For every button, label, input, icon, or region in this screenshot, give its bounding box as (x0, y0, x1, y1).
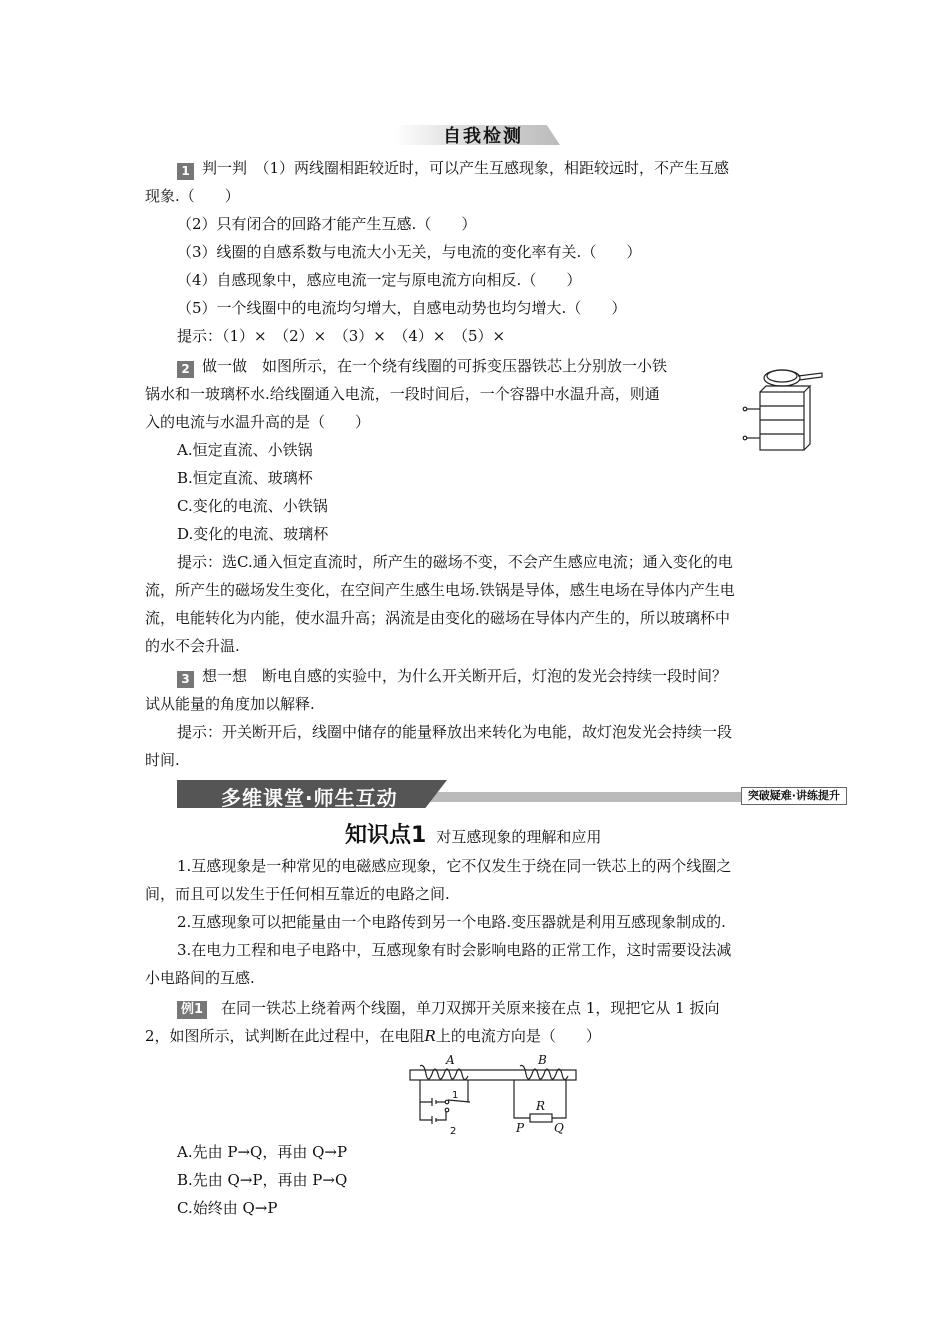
q2-option-a: A.恒定直流、小铁锅 (177, 441, 313, 459)
q1-item-5: （5）一个线圈中的电流均匀增大，自感电动势也均匀增大.（ ） (177, 299, 627, 317)
resistor (530, 1114, 552, 1122)
q2-number: 2 (177, 361, 194, 378)
q2-option-b: B.恒定直流、玻璃杯 (177, 469, 313, 487)
section-title-self-check (395, 122, 565, 148)
banner-tag: 突破疑难·讲练提升 (741, 787, 847, 805)
q3-text1: 想一想 断电自感的实验中，为什么开关断开后，灯泡的发光会持续一段时间？ (202, 667, 728, 685)
label-a: A (446, 1054, 455, 1067)
banner-title: 多维课堂·师生互动 (221, 786, 398, 810)
q3-line1 (177, 666, 727, 688)
section-title-text: 自我检测 (443, 126, 523, 147)
q1-item-4: （4）自感现象中，感应电流一定与原电流方向相反.（ ） (177, 271, 582, 289)
q2-hint-2: 流，所产生的磁场发生变化，在空间产生感生电场.铁锅是导体，感生电场在导体内产生电 (145, 581, 735, 599)
label-r: R (536, 1099, 546, 1113)
q2-line2: 锅水和一玻璃杯水.给线圈通入电流，一段时间后，一个容器中水温升高，则通 (145, 385, 660, 403)
example-option-a: A.先由 P→Q，再由 Q→P (177, 1143, 348, 1161)
label-b: B (538, 1054, 547, 1067)
q1-text1: 判一判 （1）两线圈相距较近时，可以产生互感现象，相距较远时，不产生互感 (202, 159, 730, 177)
q2-line3: 入的电流与水温升高的是（ ） (145, 413, 371, 431)
example-text1: 在同一铁芯上绕着两个线圈，单刀双掷开关原来接在点 1，现把它从 1 扳向 (221, 999, 720, 1017)
example-option-c: C.始终由 Q→P (177, 1199, 278, 1217)
section-banner (177, 780, 847, 808)
knowledge-point-title: 知识点1 (345, 823, 427, 848)
label-p: P (516, 1121, 525, 1135)
example-line2 (145, 1026, 601, 1046)
q1-number: 1 (177, 163, 194, 180)
wire-b-right (552, 1080, 566, 1118)
q2-hint-3: 流，电能转化为内能，使水温升高；涡流是由变化的磁场在导体内产生的，所以玻璃杯中 (145, 609, 731, 627)
q2-hint-4: 的水不会升温. (145, 637, 240, 655)
knowledge-point-heading (345, 818, 601, 849)
example-option-b: B.先由 Q→P，再由 P→Q (177, 1171, 348, 1189)
q3-line2: 试从能量的角度加以解释. (145, 695, 315, 713)
kp-para2: 2.互感现象可以把能量由一个电路传到另一个电路.变压器就是利用互感现象制成的. (177, 913, 726, 931)
label-switch-1: 1 (452, 1090, 459, 1101)
kp-para1-a: 1.互感现象是一种常见的电磁感应现象，它不仅发生于绕在同一铁芯上的两个线圈之 (177, 857, 732, 875)
wire-a-left (420, 1080, 432, 1102)
coil-b (520, 1065, 568, 1079)
pan-handle (798, 373, 822, 380)
kp-para1-b: 间，而且可以发生于任何相互靠近的电路之间. (145, 885, 450, 903)
q2-text1: 做一做 如图所示，在一个绕有线圈的可拆变压器铁芯上分别放一小铁 (202, 357, 668, 375)
example-text2b: 上的电流方向是（ ） (435, 1027, 601, 1045)
example-label: 例1 (177, 1001, 207, 1019)
q1-line1 (177, 158, 729, 180)
kp-para3-b: 小电路间的互感. (145, 969, 255, 987)
pan-rim (767, 370, 797, 382)
iron-core (760, 392, 804, 450)
wire-b-left (514, 1080, 530, 1118)
q1-line2: 现象.（ ） (145, 187, 240, 205)
label-switch-2: 2 (450, 1126, 457, 1137)
q3-hint-1: 提示：开关断开后，线圈中储存的能量释放出来转化为电能，故灯泡发光会持续一段 (177, 723, 733, 741)
q2-option-d: D.变化的电流、玻璃杯 (177, 525, 329, 543)
knowledge-point-subtitle: 对互感现象的理解和应用 (436, 828, 602, 846)
q1-hint: 提示：（1）× （2）× （3）× （4）× （5）× (177, 327, 506, 345)
mutual-induction-circuit-figure (408, 1054, 580, 1138)
example-var-r: R (424, 1027, 436, 1045)
transformer-pan-figure (740, 362, 830, 454)
q3-hint-2: 时间. (145, 751, 180, 769)
q2-line1 (177, 356, 667, 378)
q1-item-2: （2）只有闭合的回路才能产生互感.（ ） (177, 215, 477, 233)
coil-a (420, 1065, 468, 1079)
q2-hint-1: 提示：选C.通入恒定直流时，所产生的磁场不变，不会产生感应电流；通入变化的电 (177, 553, 733, 571)
example-line1 (177, 998, 719, 1019)
q1-item-3: （3）线圈的自感系数与电流大小无关，与电流的变化率有关.（ ） (177, 243, 642, 261)
kp-para3-a: 3.在电力工程和电子电路中，互感现象有时会影响电路的正常工作，这时需要设法减 (177, 941, 732, 959)
q2-option-c: C.变化的电流、小铁锅 (177, 497, 328, 515)
label-q: Q (554, 1121, 564, 1135)
example-text2a: 2，如图所示，试判断在此过程中，在电阻 (145, 1027, 425, 1045)
q3-number: 3 (177, 671, 194, 688)
